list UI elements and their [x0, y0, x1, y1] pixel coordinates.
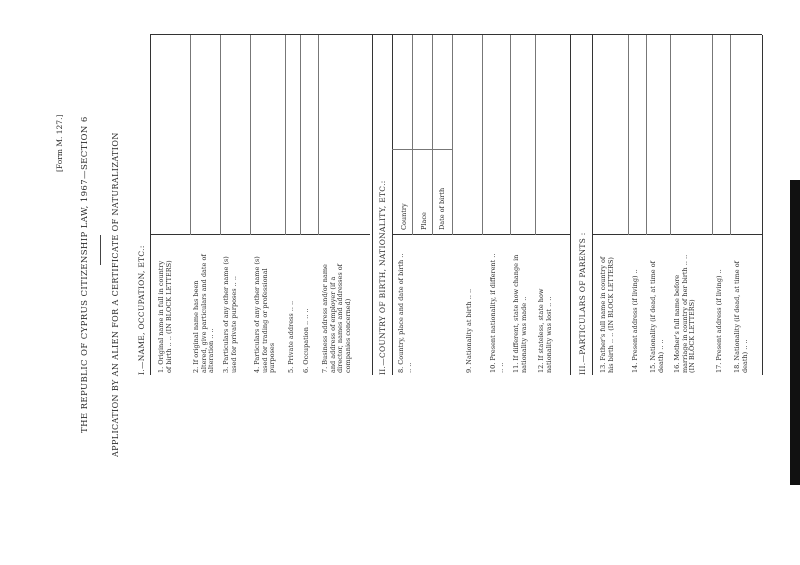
row-divider [670, 35, 671, 235]
title-divider [100, 235, 101, 265]
row-divider [220, 35, 221, 235]
row-divider [452, 35, 453, 235]
item-9-label: 9. Nationality at birth .. .. [465, 288, 473, 373]
item-7-label: 7. Business address and/or name and address of employer (if a director, names and addresses of companies concerned) [321, 263, 352, 373]
item-11-label: 11. If different, state how change in nationality was made .. [512, 254, 528, 373]
item-14-label: 14. Present address (if living) .. [631, 269, 639, 373]
item-13-label: 13. Father's full name in country of his birth .. .. (IN BLOCK LETTERS) [599, 256, 615, 373]
item-2-label: 2. If original name has been altered, give particulars and date of alteration .. .. [192, 254, 215, 373]
form-title: THE REPUBLIC OF CYPRUS CITIZENSHIP LAW, 1967—SECTION 6 [80, 116, 90, 433]
row-divider [712, 35, 713, 235]
row-divider [300, 35, 301, 235]
section-3-rule [592, 35, 593, 375]
item-1-label: 1. Original name in full in country of birth .. .. (IN BLOCK LETTERS) [157, 260, 173, 373]
item-5-label: 5. Private address .. .. [287, 300, 295, 373]
row-divider [646, 35, 647, 235]
form-subtitle: APPLICATION BY AN ALIEN FOR A CERTIFICATE OF NATURALIZATION [111, 132, 120, 457]
subfield-date-of-birth: Date of birth [438, 187, 446, 230]
row-divider [535, 35, 536, 235]
subfield-country: Country [400, 203, 408, 230]
section-3-column-divider [592, 234, 762, 235]
row-divider [730, 35, 731, 235]
row-divider [318, 35, 319, 235]
row-divider [482, 35, 483, 235]
row-divider [412, 35, 413, 235]
row-divider [190, 35, 191, 235]
section-3-end-rule [762, 35, 763, 375]
section-3-heading: III.—PARTICULARS OF PARENTS : [578, 232, 587, 375]
item-8-label: 8. Country, place and date of birth .. .. .. [397, 253, 413, 373]
section-2-end-rule [570, 35, 571, 375]
item-4-label: 4. Particulars of any other name (s) used for trading or professional purposes [253, 256, 276, 373]
item-12-label: 12. If stateless, state how nationality was lost .. .. [537, 288, 553, 373]
form-table-right-border [150, 34, 762, 35]
subfield-divider [392, 149, 452, 150]
item-15-label: 15. Nationality (if dead, at time of death) .. .. [649, 260, 665, 373]
row-divider [628, 35, 629, 235]
section-2-heading: II.—COUNTRY OF BIRTH, NATIONALITY, ETC.: [378, 180, 387, 375]
section-1-column-divider [150, 234, 370, 235]
item-6-label: 6. Occupation .. .. .. [302, 308, 310, 373]
section-1-heading: I.—NAME, OCCUPATION, ETC.: [137, 245, 146, 375]
section-2-column-divider [392, 234, 570, 235]
row-divider [250, 35, 251, 235]
form-number: [Form M. 127.] [55, 114, 64, 172]
row-divider [510, 35, 511, 235]
item-17-label: 17. Present address (if living) .. [715, 269, 723, 373]
item-16-label: 16. Mother's full name before marriage in country of her birth .. .. (IN BLOCK LETTERS) [673, 254, 696, 373]
item-10-label: 10. Present nationality, if different .. .. .. [489, 253, 505, 373]
item-3-label: 3. Particulars of any other name (s) used for private purposes .. .. [222, 256, 238, 373]
section-2-rule [392, 35, 393, 375]
scan-edge-shadow [790, 180, 800, 485]
item-18-label: 18. Nationality (if dead, at time of death) .. .. [733, 260, 749, 373]
section-1-rule [150, 35, 151, 375]
row-divider [432, 35, 433, 235]
subfield-place: Place [420, 212, 428, 230]
section-1-end-rule [372, 35, 373, 375]
row-divider [285, 35, 286, 235]
